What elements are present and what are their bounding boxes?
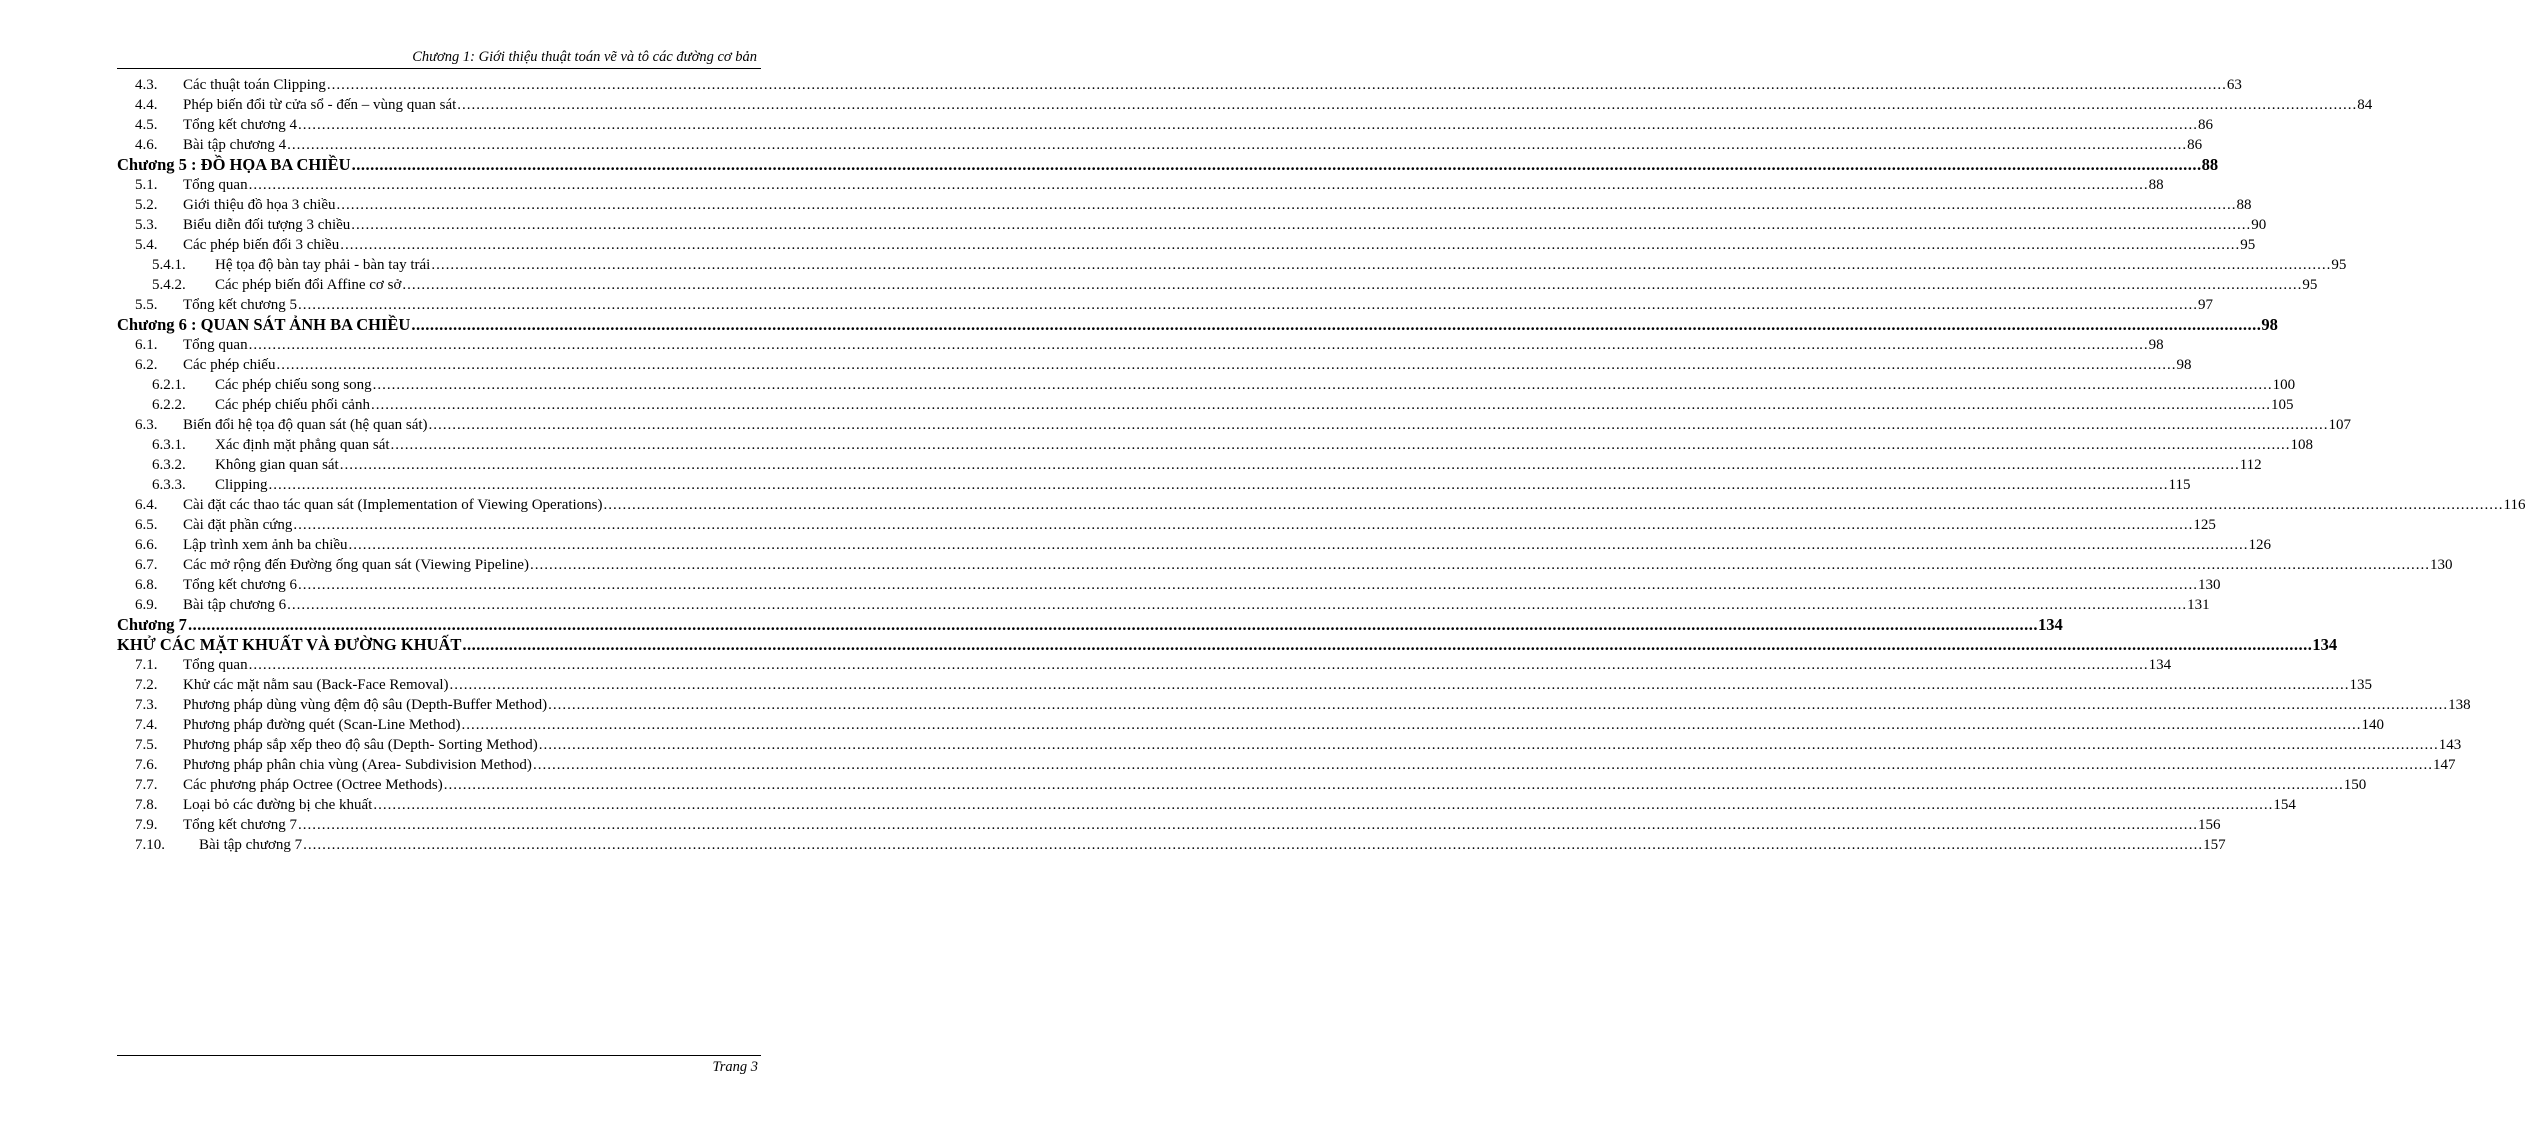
toc-entry-line <box>215 255 2347 275</box>
toc-entry-number: 7.8. <box>135 797 158 813</box>
toc-entry-title: Bài tập chương 4 <box>183 137 287 153</box>
toc-dot-leader: ................................................................................................................................................................................................................................................................................................................................................................................................................ <box>461 717 2362 733</box>
toc-entry-title: Phép biến đổi từ cửa sổ - đến – vùng quan sát <box>183 97 457 113</box>
toc-entry-line <box>183 175 2164 195</box>
toc-entry-title: Tổng quan <box>183 177 248 193</box>
toc-page-number: 140 <box>2361 717 2384 733</box>
toc-entry-number: 6.6. <box>135 537 158 553</box>
toc-entry-row[interactable] <box>117 735 2462 755</box>
toc-entry-row[interactable] <box>117 555 2453 575</box>
header-text: Chương 1: Giới thiệu thuật toán vẽ và tô các đường cơ bản <box>412 49 757 65</box>
toc-page-number: 90 <box>2251 217 2267 233</box>
toc-entry-title: Phương pháp sắp xếp theo độ sâu (Depth- Sorting Method) <box>183 737 538 753</box>
toc-dot-leader: ................................................................................................................................................................................................................................................................................................................................................................................................................ <box>372 377 2273 393</box>
toc-entry-number: 7.6. <box>135 757 158 773</box>
toc-dot-leader: ................................................................................................................................................................................................................................................................................................................................................................................................................ <box>370 397 2271 413</box>
toc-entry-row[interactable] <box>117 675 2373 695</box>
toc-chapter-row[interactable] <box>117 155 2219 175</box>
toc-chapter-row[interactable] <box>117 635 2338 655</box>
toc-entry-row[interactable] <box>117 595 2210 615</box>
toc-entry-line <box>183 235 2256 255</box>
toc-entry-line <box>215 455 2262 475</box>
toc-entry-number: 6.2. <box>135 357 158 373</box>
toc-entry-row[interactable] <box>117 815 2221 835</box>
toc-entry-number: 5.1. <box>135 177 158 193</box>
toc-entry-line <box>183 695 2471 715</box>
toc-entry-row[interactable] <box>117 795 2296 815</box>
toc-entry-title: Clipping <box>215 477 268 493</box>
toc-entry-row[interactable] <box>117 535 2272 555</box>
toc-dot-leader: ................................................................................................................................................................................................................................................................................................................................................................................................................ <box>340 237 2241 253</box>
toc-entry-number: 6.5. <box>135 517 158 533</box>
toc-dot-leader: ................................................................................................................................................................................................................................................................................................................................................................................................................ <box>248 177 2149 193</box>
toc-entry-row[interactable] <box>117 335 2164 355</box>
toc-entry-row[interactable] <box>117 215 2267 235</box>
toc-entry-line <box>183 355 2192 375</box>
toc-page-number: 112 <box>2239 457 2262 473</box>
toc-page-number: 63 <box>2226 77 2242 93</box>
toc-page-number: 116 <box>2503 497 2525 513</box>
toc-entry-row[interactable] <box>117 235 2256 255</box>
footer-rule <box>117 1055 761 1056</box>
toc-entry-line <box>183 495 2525 515</box>
toc-entry-row[interactable] <box>117 255 2347 275</box>
toc-entry-line <box>183 815 2221 835</box>
toc-entry-number: 6.3.1. <box>152 437 186 453</box>
toc-entry-row[interactable] <box>117 515 2216 535</box>
toc-entry-line <box>117 615 2063 635</box>
toc-entry-row[interactable] <box>117 355 2192 375</box>
page-header <box>117 48 761 66</box>
toc-entry-line <box>183 335 2164 355</box>
toc-dot-leader: ................................................................................................................................................................................................................................................................................................................................................................................................................ <box>462 635 2313 654</box>
toc-page-number: 154 <box>2273 797 2296 813</box>
toc-chapter-row[interactable] <box>117 615 2063 635</box>
toc-entry-number: 7.10. <box>135 837 165 853</box>
toc-entry-number: 6.4. <box>135 497 158 513</box>
toc-page-number: 126 <box>2248 537 2272 553</box>
toc-chapter-row[interactable] <box>117 315 2278 335</box>
toc-dot-leader: ................................................................................................................................................................................................................................................................................................................................................................................................................ <box>390 437 2291 453</box>
toc-dot-leader: ................................................................................................................................................................................................................................................................................................................................................................................................................ <box>336 197 2237 213</box>
toc-entry-number: 5.4.2. <box>152 277 186 293</box>
toc-page-number: 135 <box>2349 677 2373 693</box>
toc-entry-line <box>183 675 2373 695</box>
toc-dot-leader: ................................................................................................................................................................................................................................................................................................................................................................................................................ <box>248 657 2149 673</box>
toc-dot-leader: ................................................................................................................................................................................................................................................................................................................................................................................................................ <box>449 677 2350 693</box>
toc-entry-title: Các phép chiếu <box>183 357 276 373</box>
toc-dot-leader: ................................................................................................................................................................................................................................................................................................................................................................................................................ <box>428 417 2329 433</box>
toc-page-number: 131 <box>2187 597 2210 613</box>
toc-page-number: 98 <box>2148 337 2164 353</box>
toc-page-number: 95 <box>2302 277 2318 293</box>
toc-entry-number: 7.1. <box>135 657 158 673</box>
toc-entry-title: Biến đổi hệ tọa độ quan sát (hệ quan sát) <box>183 417 428 433</box>
toc-dot-leader: ................................................................................................................................................................................................................................................................................................................................................................................................................ <box>187 615 2038 634</box>
toc-entry-number: 6.7. <box>135 557 158 573</box>
toc-entry-title: Các phép biến đổi Affine cơ sở <box>215 277 402 293</box>
toc-entry-number: 6.3.3. <box>152 477 186 493</box>
toc-entry-number: 7.4. <box>135 717 158 733</box>
toc-entry-title: Không gian quan sát <box>215 457 339 473</box>
toc-dot-leader: ................................................................................................................................................................................................................................................................................................................................................................................................................ <box>529 557 2430 573</box>
toc-entry-line <box>183 575 2221 595</box>
toc-page-number: 88 <box>2236 197 2252 213</box>
toc-entry-row[interactable] <box>117 755 2456 775</box>
toc-dot-leader: ................................................................................................................................................................................................................................................................................................................................................................................................................ <box>538 737 2439 753</box>
toc-entry-number: 7.5. <box>135 737 158 753</box>
toc-dot-leader: ................................................................................................................................................................................................................................................................................................................................................................................................................ <box>457 97 2358 113</box>
toc-page-number: 143 <box>2438 737 2462 753</box>
toc-page-number: 130 <box>2429 557 2453 573</box>
toc-entry-title: Chương 5 : ĐỒ HỌA BA CHIỀU <box>117 155 351 174</box>
toc-entry-line <box>183 655 2172 675</box>
toc-page-number: 88 <box>2148 177 2164 193</box>
toc-entry-number: 4.3. <box>135 77 158 93</box>
toc-entry-row[interactable] <box>117 575 2221 595</box>
toc-page-number: 95 <box>2331 257 2347 273</box>
toc-page-number: 84 <box>2357 97 2373 113</box>
toc-entry-number: 7.2. <box>135 677 158 693</box>
toc-entry-row[interactable] <box>117 295 2213 315</box>
toc-page-number: 150 <box>2343 777 2367 793</box>
toc-entry-number: 6.9. <box>135 597 158 613</box>
toc-entry-line <box>183 135 2203 155</box>
toc-entry-title: Các phương pháp Octree (Octree Methods) <box>183 777 443 793</box>
toc-page-number: 130 <box>2197 577 2221 593</box>
toc-page-number: 147 <box>2432 757 2456 773</box>
toc-entry-line <box>215 435 2314 455</box>
toc-dot-leader: ................................................................................................................................................................................................................................................................................................................................................................................................................ <box>603 497 2504 513</box>
toc-entry-line <box>199 835 2226 855</box>
toc-page-number: 156 <box>2197 817 2221 833</box>
toc-page-number: 125 <box>2193 517 2216 533</box>
toc-entry-title: Bài tập chương 6 <box>183 597 287 613</box>
toc-entry-title: Chương 7 <box>117 615 187 634</box>
toc-entry-line <box>117 155 2219 175</box>
toc-entry-title: Hệ tọa độ bàn tay phải - bàn tay trái <box>215 257 431 273</box>
toc-entry-number: 5.4.1. <box>152 257 186 273</box>
toc-entry-line <box>183 415 2352 435</box>
toc-entry-row[interactable] <box>117 195 2252 215</box>
toc-entry-title: Các thuật toán Clipping <box>183 77 326 93</box>
toc-entry-title: Giới thiệu đồ họa 3 chiều <box>183 197 336 213</box>
toc-page-number: 86 <box>2197 117 2213 133</box>
toc-entry-row[interactable] <box>117 695 2471 715</box>
toc-dot-leader: ................................................................................................................................................................................................................................................................................................................................................................................................................ <box>297 297 2198 313</box>
toc-entry-line <box>183 775 2367 795</box>
toc-entry-line <box>183 115 2213 135</box>
toc-page-number: 134 <box>2312 635 2338 654</box>
toc-dot-leader: ................................................................................................................................................................................................................................................................................................................................................................................................................ <box>548 697 2449 713</box>
toc-page-number: 95 <box>2240 237 2256 253</box>
toc-page-number: 86 <box>2187 137 2203 153</box>
toc-entry-line <box>183 735 2462 755</box>
toc-page-number: 157 <box>2203 837 2226 853</box>
toc-entry-title: Loại bỏ các đường bị che khuất <box>183 797 373 813</box>
toc-dot-leader: ................................................................................................................................................................................................................................................................................................................................................................................................................ <box>297 577 2198 593</box>
toc-entry-title: Các phép chiếu song song <box>215 377 372 393</box>
toc-entry-line <box>183 195 2252 215</box>
toc-dot-leader: ................................................................................................................................................................................................................................................................................................................................................................................................................ <box>293 517 2194 533</box>
toc-entry-line <box>183 795 2296 815</box>
toc-entry-line <box>215 395 2294 415</box>
toc-entry-line <box>183 95 2373 115</box>
toc-entry-number: 7.3. <box>135 697 158 713</box>
toc-dot-leader: ................................................................................................................................................................................................................................................................................................................................................................................................................ <box>297 117 2198 133</box>
toc-entry-line <box>183 515 2216 535</box>
toc-entry-number: 4.4. <box>135 97 158 113</box>
toc-entry-row[interactable] <box>117 415 2352 435</box>
toc-dot-leader: ................................................................................................................................................................................................................................................................................................................................................................................................................ <box>532 757 2433 773</box>
toc-entry-number: 6.8. <box>135 577 158 593</box>
toc-entry-row[interactable] <box>117 115 2213 135</box>
toc-entry-row[interactable] <box>117 175 2164 195</box>
toc-dot-leader: ................................................................................................................................................................................................................................................................................................................................................................................................................ <box>339 457 2240 473</box>
toc-entry-title: Phương pháp dùng vùng đệm độ sâu (Depth-Buffer Method) <box>183 697 548 713</box>
toc-page-number: 115 <box>2168 477 2191 493</box>
toc-entry-title: Các phép biến đổi 3 chiều <box>183 237 340 253</box>
toc-entry-line <box>117 315 2278 335</box>
toc-page-number: 97 <box>2197 297 2213 313</box>
toc-dot-leader: ................................................................................................................................................................................................................................................................................................................................................................................................................ <box>351 155 2202 174</box>
toc-entry-number: 6.1. <box>135 337 158 353</box>
toc-entry-title: Biểu diễn đối tượng 3 chiều <box>183 217 351 233</box>
toc-entry-title: Chương 6 : QUAN SÁT ẢNH BA CHIỀU <box>117 315 411 334</box>
header-rule <box>117 68 761 69</box>
toc-entry-row[interactable] <box>117 775 2367 795</box>
toc-entry-title: Tổng quan <box>183 337 248 353</box>
toc-page-number: 138 <box>2448 697 2471 713</box>
toc-entry-line <box>215 475 2191 495</box>
toc-dot-leader: ................................................................................................................................................................................................................................................................................................................................................................................................................ <box>287 597 2188 613</box>
toc-entry-line <box>215 275 2318 295</box>
toc-page-number: 108 <box>2290 437 2314 453</box>
toc-entry-title: Tổng kết chương 4 <box>183 117 297 133</box>
toc-dot-leader: ................................................................................................................................................................................................................................................................................................................................................................................................................ <box>297 817 2198 833</box>
toc-dot-leader: ................................................................................................................................................................................................................................................................................................................................................................................................................ <box>303 837 2204 853</box>
toc-entry-title: Cài đặt các thao tác quan sát (Implementation of Viewing Operations) <box>183 497 603 513</box>
toc-entry-number: 4.6. <box>135 137 158 153</box>
toc-entry-row[interactable] <box>117 655 2172 675</box>
toc-entry-row[interactable] <box>117 475 2191 495</box>
toc-entry-number: 6.3.2. <box>152 457 186 473</box>
toc-entry-title: Xác định mặt phẳng quan sát <box>215 437 390 453</box>
toc-entry-line <box>183 75 2242 95</box>
toc-entry-line <box>215 375 2296 395</box>
toc-entry-row[interactable] <box>117 455 2262 475</box>
toc-entry-row[interactable] <box>117 275 2318 295</box>
toc-entry-number: 5.2. <box>135 197 158 213</box>
toc-dot-leader: ................................................................................................................................................................................................................................................................................................................................................................................................................ <box>276 357 2177 373</box>
toc-dot-leader: ................................................................................................................................................................................................................................................................................................................................................................................................................ <box>287 137 2188 153</box>
toc-entry-number: 6.2.2. <box>152 397 186 413</box>
toc-entry-row[interactable] <box>117 75 2242 95</box>
toc-entry-row[interactable] <box>117 135 2203 155</box>
toc-entry-row[interactable] <box>117 835 2226 855</box>
toc-entry-row[interactable] <box>117 375 2296 395</box>
toc-entry-line <box>183 215 2267 235</box>
toc-dot-leader: ................................................................................................................................................................................................................................................................................................................................................................................................................ <box>431 257 2332 273</box>
toc-entry-number: 6.3. <box>135 417 158 433</box>
toc-entry-row[interactable] <box>117 715 2384 735</box>
toc-page-number: 98 <box>2176 357 2192 373</box>
toc-entry-number: 7.9. <box>135 817 158 833</box>
toc-dot-leader: ................................................................................................................................................................................................................................................................................................................................................................................................................ <box>411 315 2262 334</box>
toc-entry-number: 5.3. <box>135 217 158 233</box>
toc-page-number: 134 <box>2148 657 2172 673</box>
toc-page-number: 100 <box>2272 377 2296 393</box>
toc-entry-title: Phương pháp phân chia vùng (Area- Subdivision Method) <box>183 757 532 773</box>
toc-dot-leader: ................................................................................................................................................................................................................................................................................................................................................................................................................ <box>443 777 2344 793</box>
toc-entry-title: KHỬ CÁC MẶT KHUẤT VÀ ĐƯỜNG KHUẤT <box>117 635 462 654</box>
toc-entry-title: Cài đặt phần cứng <box>183 517 293 533</box>
toc-entry-title: Tổng quan <box>183 657 248 673</box>
toc-entry-title: Tổng kết chương 7 <box>183 817 297 833</box>
toc-entry-line <box>183 535 2272 555</box>
toc-dot-leader: ................................................................................................................................................................................................................................................................................................................................................................................................................ <box>373 797 2274 813</box>
toc-dot-leader: ................................................................................................................................................................................................................................................................................................................................................................................................................ <box>326 77 2227 93</box>
toc-page-number: 98 <box>2261 315 2278 334</box>
toc-entry-row[interactable] <box>117 435 2314 455</box>
toc-page-number: 88 <box>2201 155 2219 174</box>
toc-entry-line <box>117 635 2338 655</box>
toc-entry-row[interactable] <box>117 495 2525 515</box>
toc-dot-leader: ................................................................................................................................................................................................................................................................................................................................................................................................................ <box>268 477 2169 493</box>
page-number: Trang 3 <box>712 1059 758 1075</box>
toc-entry-number: 5.5. <box>135 297 158 313</box>
toc-dot-leader: ................................................................................................................................................................................................................................................................................................................................................................................................................ <box>248 337 2149 353</box>
toc-entry-number: 7.7. <box>135 777 158 793</box>
toc-entry-title: Các phép chiếu phối cảnh <box>215 397 370 413</box>
table-of-contents <box>117 75 2525 855</box>
toc-entry-title: Lập trình xem ảnh ba chiều <box>183 537 348 553</box>
toc-entry-line <box>183 755 2456 775</box>
toc-entry-title: Bài tập chương 7 <box>199 837 303 853</box>
toc-entry-number: 6.2.1. <box>152 377 186 393</box>
toc-entry-row[interactable] <box>117 395 2294 415</box>
toc-dot-leader: ................................................................................................................................................................................................................................................................................................................................................................................................................ <box>348 537 2249 553</box>
toc-entry-title: Tổng kết chương 5 <box>183 297 297 313</box>
toc-entry-line <box>183 595 2210 615</box>
toc-entry-number: 4.5. <box>135 117 158 133</box>
toc-entry-title: Khử các mặt nằm sau (Back-Face Removal) <box>183 677 449 693</box>
toc-page-number: 105 <box>2270 397 2294 413</box>
toc-entry-title: Phương pháp đường quét (Scan-Line Method) <box>183 717 461 733</box>
toc-entry-line <box>183 555 2453 575</box>
toc-entry-title: Các mở rộng đến Đường ống quan sát (Viewing Pipeline) <box>183 557 529 573</box>
toc-entry-row[interactable] <box>117 95 2373 115</box>
toc-dot-leader: ................................................................................................................................................................................................................................................................................................................................................................................................................ <box>351 217 2252 233</box>
toc-entry-line <box>183 295 2213 315</box>
toc-page-number: 107 <box>2328 417 2352 433</box>
toc-dot-leader: ................................................................................................................................................................................................................................................................................................................................................................................................................ <box>402 277 2303 293</box>
toc-entry-title: Tổng kết chương 6 <box>183 577 297 593</box>
toc-page-number: 134 <box>2037 615 2063 634</box>
toc-entry-number: 5.4. <box>135 237 158 253</box>
toc-entry-line <box>183 715 2384 735</box>
